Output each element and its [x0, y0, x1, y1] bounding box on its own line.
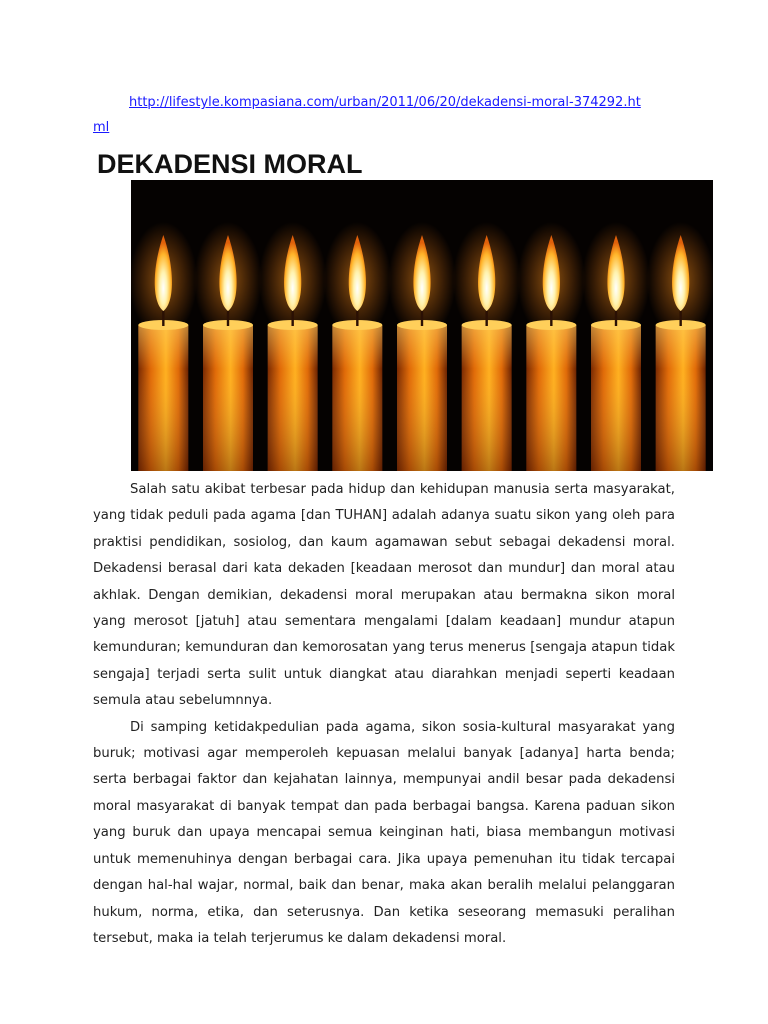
- page-title: DEKADENSI MORAL: [97, 149, 363, 179]
- candle: [131, 222, 197, 471]
- candle: [582, 222, 650, 471]
- paragraph: Salah satu akibat terbesar pada hidup dan kehidupan manusia serta masyarakat, yang tidak peduli pada agama [dan TUHAN] adalah adanya suatu sikon yang oleh para praktisi pendidikan, sosiolog, dan kaum agamawan sebut sebagai dekadensi moral. Dekadensi berasal dari kata dekaden [keadaan merosot dan mundur] dan moral atau akhlak. Dengan demikian, dekadensi moral merupakan atau bermakna sikon moral yang merosot [jatuh] atau sementara mengalami [dalam keadaan] mundur atapun kemunduran; kemunduran dan kemorosatan yang terus menerus [sengaja atapun tidak sengaja] terjadi serta sulit untuk diangkat atau diarahkan menjadi seperti keadaan semula atau sebelumnnya.: [93, 482, 675, 709]
- candle: [517, 222, 585, 471]
- candle: [323, 222, 391, 471]
- candle: [453, 222, 521, 471]
- candles-photo: [131, 180, 713, 471]
- candle: [647, 222, 713, 471]
- candles-icon: [131, 180, 713, 471]
- candle: [388, 222, 456, 471]
- article-body: [93, 477, 675, 952]
- candle: [194, 222, 262, 471]
- source-link[interactable]: http://lifestyle.kompasiana.com/urban/2011/06/20/dekadensi-moral-374292.html: [93, 95, 641, 135]
- candle: [259, 222, 327, 471]
- paragraph: Di samping ketidakpedulian pada agama, sikon sosia-kultural masyarakat yang buruk; motivasi agar memperoleh kepuasan melalui banyak [adanya] harta benda; serta berbagai faktor dan kejahatan lainnya, mempunyai andil besar pada dekadensi moral masyarakat di banyak tempat dan pada berbagai bangsa. Karena paduan sikon yang buruk dan upaya mencapai semua keinginan hati, biasa membangun motivasi untuk memenuhinya dengan berbagai cara. Jika upaya pemenuhan itu tidak tercapai dengan hal-hal wajar, normal, baik dan benar, maka akan beralih melalui pelanggaran hukum, norma, etika, dan seterusnya. Dan ketika seseorang memasuki peralihan tersebut, maka ia telah terjerumus ke dalam dekadensi moral.: [93, 719, 675, 946]
